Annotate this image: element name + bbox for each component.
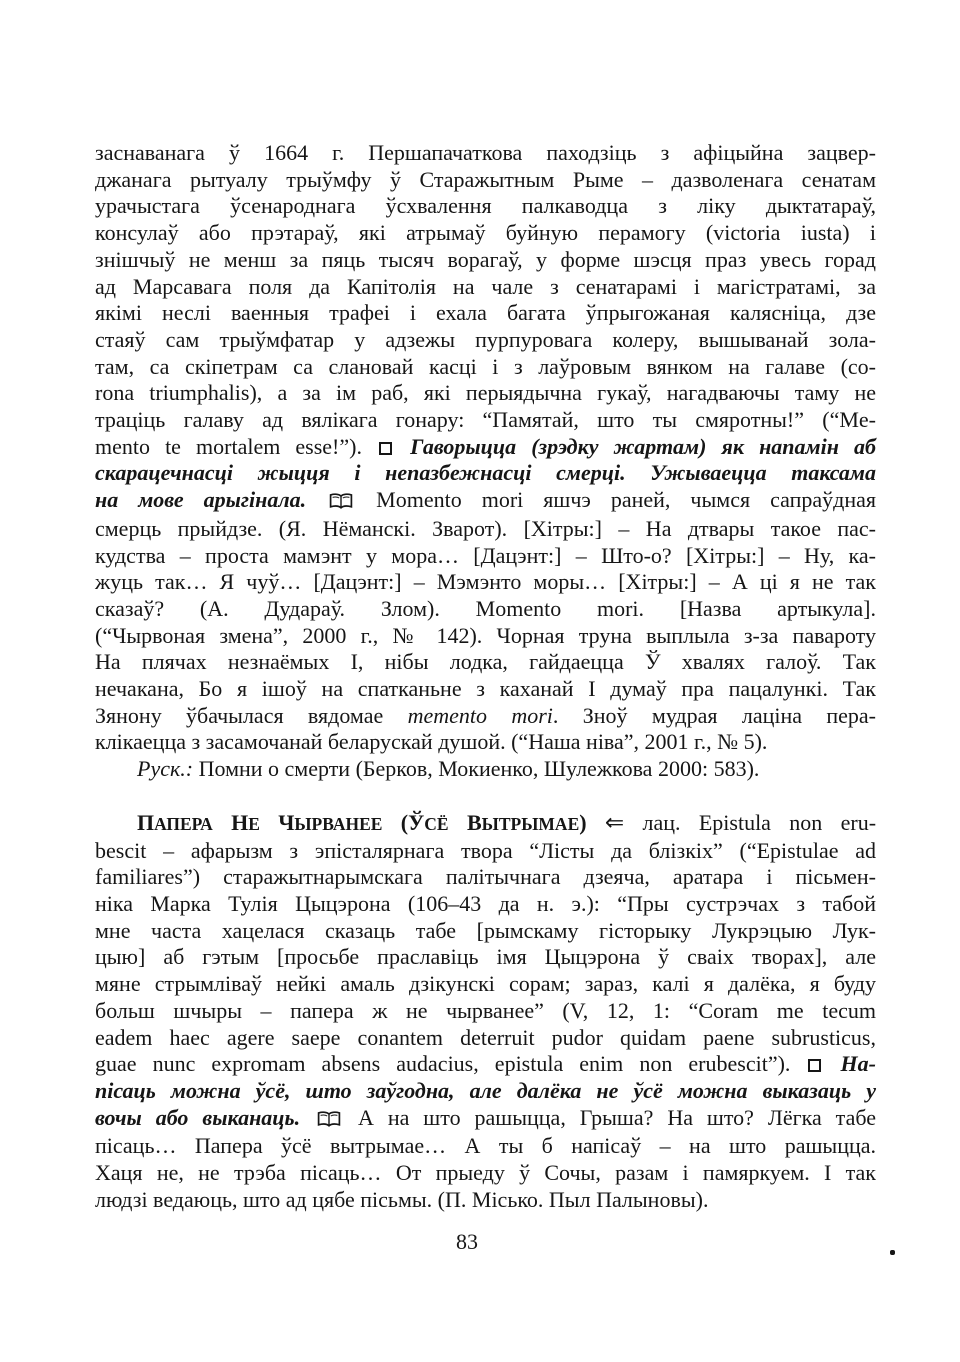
text-line [95,703,876,730]
text-line [95,596,876,623]
text-line [95,918,876,945]
text-segment: знішчыў не менш за пяць тысяч ворагаў, у форме шэсця праз увесь горад [95,246,876,272]
text-line [95,247,876,274]
text-segment: bescit – афарызм з эпісталярнага твора “Лісты да блізкіх” (“Epistulae ad [95,837,876,863]
text-line [95,1187,876,1214]
text-segment: якімі неслі ваенныя трафеі і ехала багата ўпрыгожаная калясніца, дзе [95,300,876,326]
text-segment: Зянону ўбачылася вядомае [95,702,408,728]
section-square-icon [379,442,392,455]
open-book-icon [329,489,353,516]
text-segment: пісаць можна ўсё, што заўгодна, але далёка не ўсё можна выказаць у [95,1077,876,1103]
text-line [95,1078,876,1105]
text-segment: вочы або выканаць. [95,1104,315,1130]
text-line [95,944,876,971]
text-segment: Momento mori яшчэ раней, чымся сапраўдная [356,487,876,513]
text-line [95,569,876,596]
text-line [95,1160,876,1187]
text-segment: жуць так… Я чуў… [Дацэнт:] – Мэмэнто моры… [Хітры:] – А ці я не так [95,569,876,595]
text-segment: Руск.: [137,756,194,782]
text-segment: мне часта хацелася сказаць табе [рымскаму гісторыку Лукрэцыю Лук- [95,917,876,943]
text-segment: mento te mortalem esse!”). [95,433,378,459]
text-segment: Хаця не, не трэба пісаць… От прыеду ў Сочы, разам і памяркуем. І так [95,1160,876,1186]
text-segment: пісаць… Папера ўсё вытрымае… А ты б напісаў – на што рашыцца. [95,1133,876,1159]
text-segment: на мове арыгінала. [95,487,327,513]
text-line [95,516,876,543]
dictionary-entry [95,810,876,1214]
text-segment: eadem haec agere saepe conantem deterruit pudor quidam paene subrusticus, [95,1024,876,1050]
text-segment: траціць галаву ад вялікага гонару: “Памятай, што ты смяротны!” (“Me- [95,407,876,433]
text-line [95,274,876,301]
text-line [95,729,876,756]
text-line [95,543,876,570]
dictionary-entry [95,140,876,783]
text-line [95,1025,876,1052]
text-segment [587,810,605,835]
text-line [95,1051,876,1078]
text-line [95,434,876,461]
text-line [95,810,876,838]
text-line [95,354,876,381]
text-segment: стаяў сам трыўмфатар у адзежы пурпуровага колеру, вышыванай зола- [95,326,876,352]
text-segment: familiares”) старажытнарымскага палітычнага дзеяча, аратара і пісьмен- [95,864,876,890]
text-line [95,649,876,676]
text-line [95,487,876,516]
text-line [95,1105,876,1134]
text-segment: консулаў або прэтараў, які атрымаў буйную перамогу (victoria iusta) і [95,220,876,246]
text-line [95,676,876,703]
text-segment: (“Чырвоная змена”, 2000 г., № 142). Чорная труна выплыла з-за павароту [95,622,876,648]
text-line [95,407,876,434]
text-line [95,864,876,891]
text-line [95,460,876,487]
text-segment: rona triumphalis), а за ім раб, які перыядычна гукаў, нагадваючы таму не [95,380,876,406]
text-segment: урачыстага ўсенароднага ўсхвалення палкаводца з ліку дыктатараў, [95,193,876,219]
text-segment: кудства – проста мамэнт у мора… [Дацэнт:] – Што-о? [Хітры:] – Ну, ка- [95,542,876,568]
text-line [95,220,876,247]
text-segment: ПАПЕРА НЕ ЧЫРВАНЕЕ (ЎСЁ ВЫТРЫМАЕ) [137,809,587,835]
text-segment: А на што рашыцца, Грыша? На што? Лёгка табе [344,1104,876,1130]
text-segment: ад Марсавага поля да Капітолія на чале з сенатарамі і магістратамі, за [95,273,876,299]
text-line [95,838,876,865]
text-line [95,300,876,327]
text-line [95,380,876,407]
text-segment: нечакана, Бо я ішоў на спатканьне з каханай І думаў пра пацалункі. Так [95,676,876,702]
scan-speck-dot [890,1250,895,1255]
text-segment: людзі ведаюць, што ад цябе пісьмы. (П. Місько. Пыл Палыновы). [95,1186,709,1212]
section-square-icon [808,1059,821,1072]
text-line [95,998,876,1025]
text-segment: там, са скіпетрам са слановай касці і з лаўровым вянком на галаве (co- [95,353,876,379]
text-line [95,623,876,650]
text-segment: На плячах незнаёмых І, нібы лодка, гайдаецца Ў хвалях галоў. Так [95,649,876,675]
text-segment: скарацечнасці жыцця і непазбежнасці смерці. Ужываецца таксама [95,460,876,486]
open-book-icon [317,1107,341,1134]
text-segment: смерць прыйдзе. (Я. Нёманскі. Зварот). [Хітры:] – На дтвары такое пас- [95,515,876,541]
double-left-arrow-icon: ⇐ [604,809,625,836]
text-line [95,193,876,220]
text-segment: Гаворыцца (зрэдку жартам) як напамін аб [395,433,876,459]
text-segment: memento mori [407,702,553,728]
text-segment: клікаецца з засамочанай беларускай душой. (“Наша ніва”, 2001 г., № 5). [95,729,768,755]
text-segment: больш шчыры – папера ж не чырванее” (V, 12, 1: “Coram me tecum [95,997,876,1023]
text-line [95,756,876,783]
text-line [95,971,876,998]
text-segment: джанага рытуалу трыўмфу ў Старажытным Рыме – дазволенага сенатам [95,166,876,192]
text-line [95,1133,876,1160]
text-line [95,891,876,918]
text-segment: лац. Epistula non eru- [624,809,877,835]
text-segment: цыю] аб гэтым [просьбе праславіць імя Цыцэрона ў сваіх творах], але [95,944,876,970]
text-segment: На- [824,1051,876,1077]
text-segment: мяне стрымліваў нейкі амаль дзікунскі сорам; зараз, калі я далёка, я буду [95,971,876,997]
text-segment: guae nunc expromam absens audacius, epistula enim non erubescit”). [95,1051,807,1077]
text-segment: ніка Марка Тулія Цыцэрона (106–43 да н. э.): “Пры сустрэчах з табой [95,890,876,916]
text-segment: сказаў? (А. Дудараў. Злом). Momento mori. [Назва артыкула]. [95,595,876,621]
text-segment: Помни о смерти (Берков, Мокиенко, Шулежкова 2000: 583). [193,756,760,782]
page-number: 83 [456,1229,478,1254]
text-line [95,327,876,354]
text-block [95,140,876,1213]
text-line [95,140,876,167]
text-segment: . Зноў мудрая лаціна пера- [552,702,876,728]
text-line [95,167,876,194]
text-segment: заснаванага ў 1664 г. Першапачаткова паходзіць з афіцыйна зацвер- [95,140,876,165]
